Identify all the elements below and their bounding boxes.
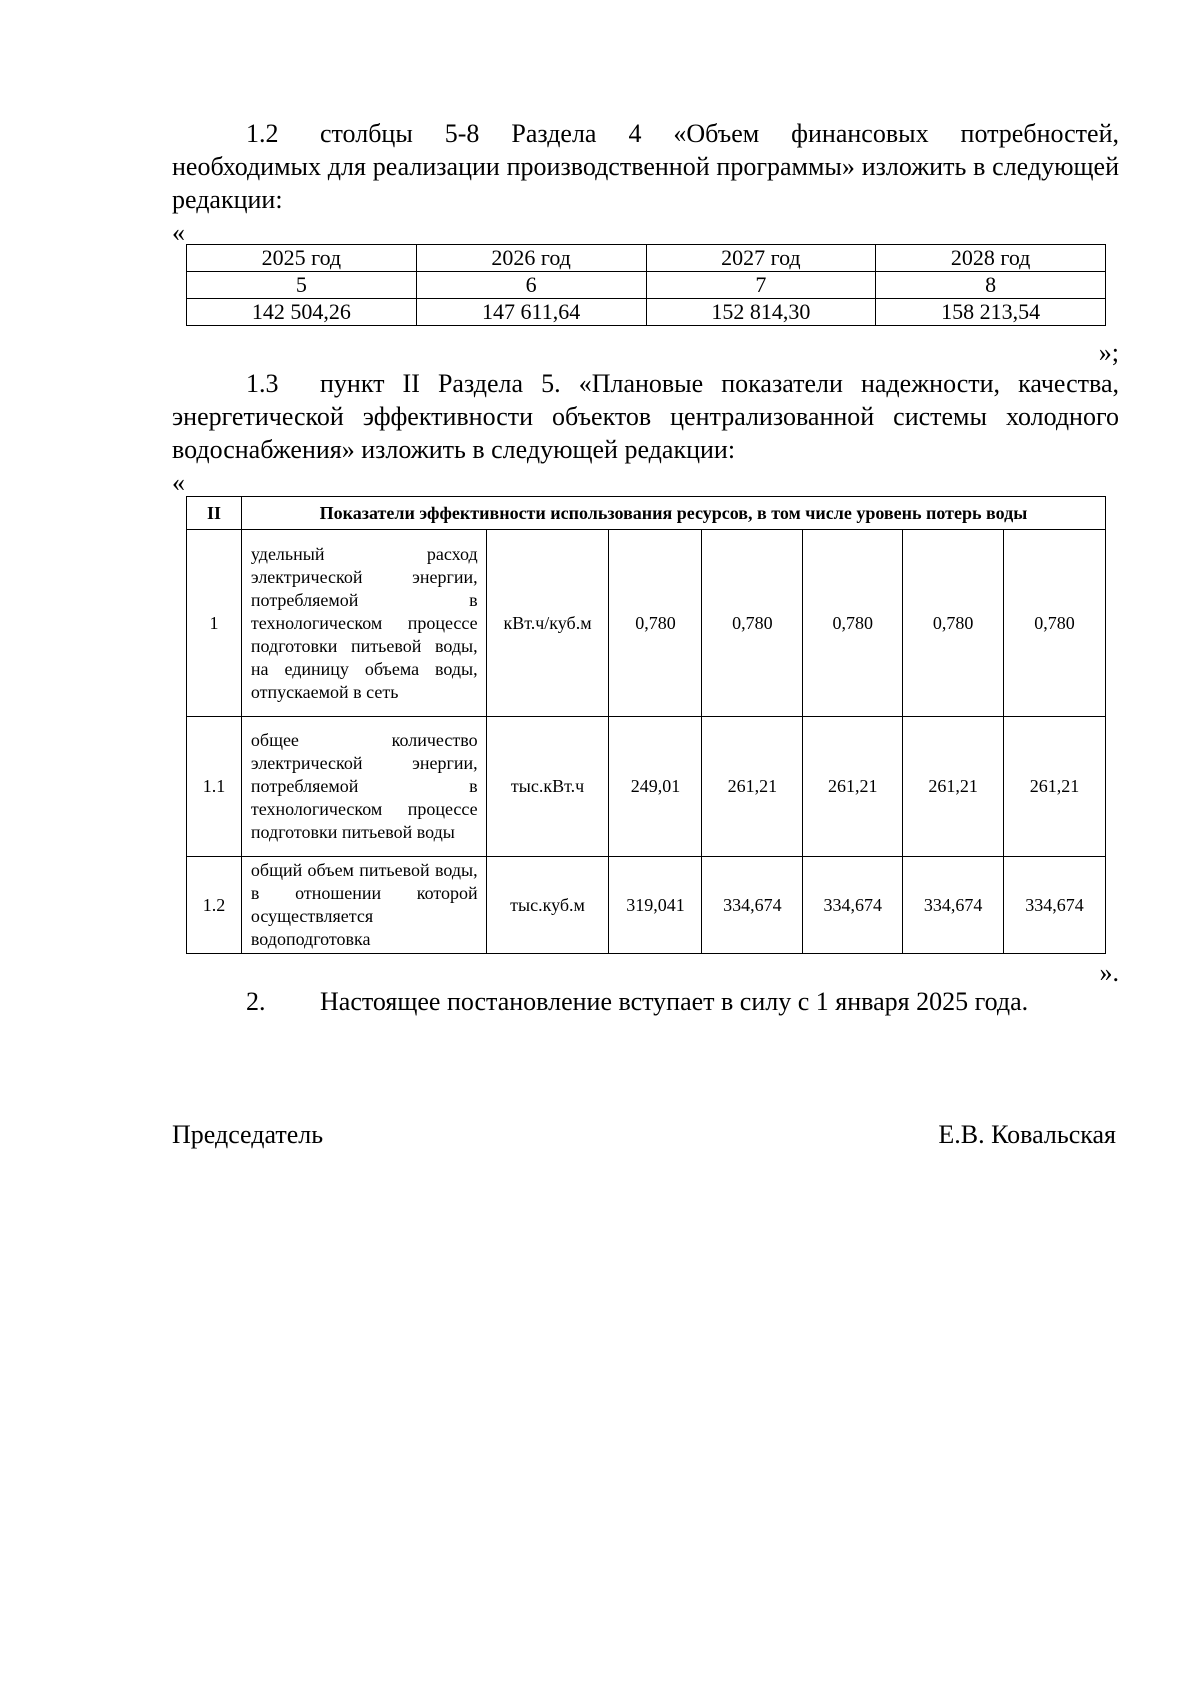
paragraph-text: столбцы 5-8 Раздела 4 «Объем финансовых потребностей, необходимых для реализации производственной программы» изложить в следующей редакции: [172, 119, 1119, 214]
section-title: Показатели эффективности использования ресурсов, в том числе уровень потерь воды [241, 497, 1105, 530]
paragraph-number: 2. [246, 987, 266, 1016]
amount-cell: 147 611,64 [416, 299, 646, 326]
amount-cell: 158 213,54 [876, 299, 1106, 326]
financial-needs-table [186, 244, 1106, 326]
indicator-description: общий объем питьевой воды, в отношении которой осуществляется водоподготовка [241, 857, 486, 954]
quote-open-mark: « [172, 218, 185, 247]
table-row [187, 272, 1106, 299]
column-number: 8 [876, 272, 1106, 299]
value-cell: 334,674 [903, 857, 1004, 954]
indicator-description: удельный расход электрической энергии, потребляемой в технологическом процессе подготовки питьевой воды, на единицу объема воды, отпускаемой в сеть [241, 530, 486, 717]
value-cell: 334,674 [702, 857, 803, 954]
section-number: II [187, 497, 242, 530]
paragraph-number: 1.3 [246, 369, 279, 398]
table-row [187, 857, 1106, 954]
quote-close-mark: ». [1099, 958, 1119, 987]
paragraph-1-3 [172, 367, 1119, 466]
row-number: 1.2 [187, 857, 242, 954]
amount-cell: 152 814,30 [646, 299, 876, 326]
value-cell: 249,01 [609, 717, 702, 857]
value-cell: 0,780 [1004, 530, 1106, 717]
value-cell: 334,674 [803, 857, 903, 954]
value-cell: 0,780 [803, 530, 903, 717]
year-header: 2028 год [876, 245, 1106, 272]
paragraph-text: пункт II Раздела 5. «Плановые показатели надежности, качества, энергетической эффективности объектов централизованной системы холодного водоснабжения» изложить в следующей редакции: [172, 369, 1119, 464]
indicator-description: общее количество электрической энергии, потребляемой в технологическом процессе подготовки питьевой воды [241, 717, 486, 857]
amount-cell: 142 504,26 [187, 299, 417, 326]
column-number: 5 [187, 272, 417, 299]
column-number: 7 [646, 272, 876, 299]
value-cell: 334,674 [1004, 857, 1106, 954]
value-cell: 261,21 [1004, 717, 1106, 857]
value-cell: 261,21 [903, 717, 1004, 857]
table-row [187, 717, 1106, 857]
quote-open-mark: « [172, 468, 185, 497]
paragraph-number: 1.2 [246, 119, 279, 148]
value-cell: 261,21 [803, 717, 903, 857]
paragraph-1-2 [172, 117, 1119, 216]
indicators-table [186, 496, 1106, 954]
value-cell: 0,780 [903, 530, 1004, 717]
value-cell: 0,780 [702, 530, 803, 717]
row-number: 1 [187, 530, 242, 717]
section-header-row [187, 497, 1106, 530]
value-cell: 319,041 [609, 857, 702, 954]
paragraph-text: Настоящее постановление вступает в силу с 1 января 2025 года. [320, 987, 1029, 1016]
year-header: 2025 год [187, 245, 417, 272]
unit-cell: кВт.ч/куб.м [486, 530, 609, 717]
signer-name: Е.В. Ковальская [938, 1120, 1116, 1149]
paragraph-2 [172, 985, 1119, 1018]
year-header: 2027 год [646, 245, 876, 272]
table-row [187, 299, 1106, 326]
unit-cell: тыс.куб.м [486, 857, 609, 954]
signer-role: Председатель [172, 1120, 324, 1149]
year-header: 2026 год [416, 245, 646, 272]
table-row [187, 530, 1106, 717]
column-number: 6 [416, 272, 646, 299]
row-number: 1.1 [187, 717, 242, 857]
table-row [187, 245, 1106, 272]
unit-cell: тыс.кВт.ч [486, 717, 609, 857]
value-cell: 261,21 [702, 717, 803, 857]
quote-close-mark: »; [1098, 338, 1119, 367]
value-cell: 0,780 [609, 530, 702, 717]
